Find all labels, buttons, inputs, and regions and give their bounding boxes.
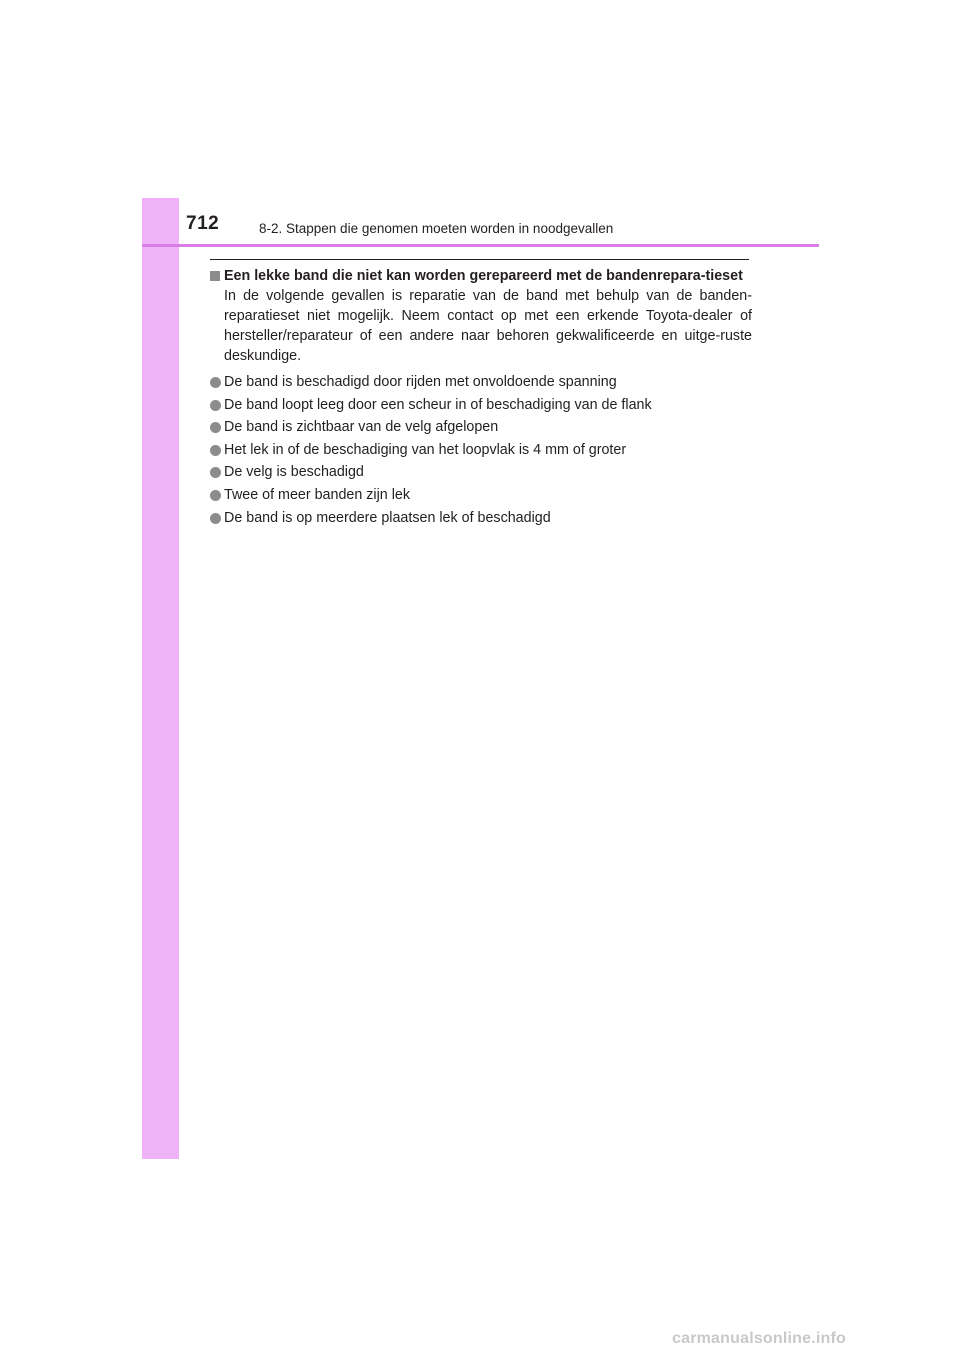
dot-icon — [210, 490, 221, 501]
dot-icon — [210, 422, 221, 433]
dot-icon — [210, 445, 221, 456]
content-rule — [210, 259, 749, 260]
section-title: 8-2. Stappen die genomen moeten worden in noodgevallen — [259, 221, 614, 236]
watermark: carmanualsonline.info — [672, 1330, 847, 1347]
list-item — [210, 485, 752, 505]
bullet-list — [210, 372, 752, 528]
subsection-heading — [210, 266, 752, 286]
list-item — [210, 508, 752, 528]
list-item — [210, 372, 752, 392]
content-section — [210, 266, 752, 530]
list-item — [210, 462, 752, 482]
heading-text: Een lekke band die niet kan worden gerepareerd met de bandenrepara-tieset — [224, 268, 743, 284]
dot-icon — [210, 467, 221, 478]
list-item-text: De band loopt leeg door een scheur in of beschadiging van de flank — [224, 396, 652, 413]
list-item — [210, 440, 752, 460]
list-item — [210, 417, 752, 437]
list-item-text: Het lek in of de beschadiging van het loopvlak is 4 mm of groter — [224, 441, 627, 458]
list-item — [210, 395, 752, 415]
dot-icon — [210, 400, 221, 411]
list-item-text: De band is beschadigd door rijden met onvoldoende spanning — [224, 374, 617, 390]
square-icon — [210, 271, 220, 281]
dot-icon — [210, 513, 221, 524]
list-item-text: De band is op meerdere plaatsen lek of beschadigd — [224, 509, 551, 526]
intro-paragraph: In de volgende gevallen is reparatie van de band met behulp van de banden-reparatieset niet mogelijk. Neem contact op met een erkende Toyota-dealer of hersteller/reparateur of een andere naar behoren gekwalificeerde en uitge-ruste deskundige. — [224, 288, 752, 364]
dot-icon — [210, 377, 221, 388]
header-rule — [142, 244, 819, 247]
page-number: 712 — [186, 213, 220, 234]
list-item-text: Twee of meer banden zijn lek — [224, 486, 410, 503]
list-item-text: De band is zichtbaar van de velg afgelopen — [224, 419, 499, 436]
list-item-text: De velg is beschadigd — [224, 464, 364, 481]
side-tab — [142, 198, 179, 1159]
